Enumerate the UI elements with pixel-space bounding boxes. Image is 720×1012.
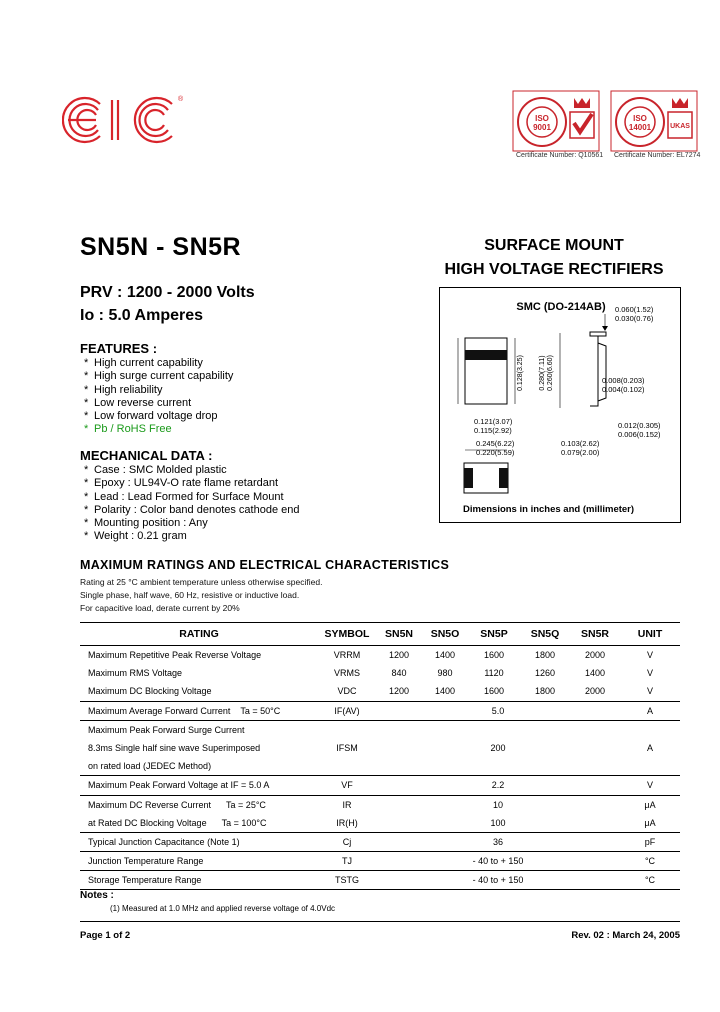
- table-row: at Rated DC Blocking Voltage Ta = 100°C IR(H) 100 μA: [80, 814, 680, 833]
- ratings-table: [80, 622, 680, 890]
- table-row: Maximum Repetitive Peak Reverse Voltage VRRM 1200 1400 1600 1800 2000 V: [88, 650, 653, 661]
- dim-width-b: 0.115(2.92): [474, 426, 512, 435]
- dim-thick-a: 0.012(0.305): [618, 421, 661, 430]
- subtitle-rectifiers: HIGH VOLTAGE RECTIFIERS: [444, 261, 664, 278]
- dim-width-a: 0.121(3.07): [474, 417, 513, 426]
- package-title: SMC (DO-214AB): [516, 301, 606, 313]
- list-item: * High current capability: [84, 357, 203, 369]
- crown-icon: [574, 98, 590, 108]
- iso14001-label-line1: ISO: [633, 114, 647, 123]
- cathode-band: [465, 350, 507, 360]
- iso9001-certificate-number: Certificate Number: Q10561: [516, 152, 604, 159]
- list-item: * Mounting position : Any: [84, 517, 208, 530]
- features-list: [84, 357, 233, 437]
- dim-lead-b: 0.030(0.76): [615, 314, 654, 323]
- dim-standoff-b: 0.004(0.102): [602, 385, 645, 394]
- prv-spec: PRV : 1200 - 2000 Volts: [80, 284, 255, 301]
- list-item: * Weight : 0.21 gram: [84, 530, 187, 543]
- dim-standoff-a: 0.008(0.203): [602, 376, 645, 385]
- list-item: * Low reverse current: [84, 396, 192, 409]
- dim-height-a: 0.128(3.25): [517, 355, 524, 391]
- dim-overall-b: 0.220(5.59): [476, 448, 515, 457]
- dim-lead-a: 0.060(1.52): [615, 305, 654, 314]
- eic-logo: [62, 94, 186, 146]
- ratings-heading: MAXIMUM RATINGS AND ELECTRICAL CHARACTERISTICS: [80, 558, 450, 572]
- mechanical-heading: MECHANICAL DATA :: [80, 448, 213, 463]
- iso14001-certificate-number: Certificate Number: EL7274: [614, 152, 701, 159]
- list-item: * High reliability: [84, 383, 163, 396]
- subtitle-surface-mount: SURFACE MOUNT: [484, 237, 624, 254]
- mechanical-list: [84, 464, 299, 544]
- revision-date: Rev. 02 : March 24, 2005: [571, 930, 680, 941]
- col-sn5q: SN5Q: [530, 628, 560, 640]
- table-header-row: [80, 623, 680, 646]
- package-outline-box: [439, 287, 681, 523]
- list-item: * Low forward voltage drop: [84, 410, 218, 423]
- list-item-rohs: * Pb / RoHS Free: [84, 423, 172, 436]
- table-row: Maximum DC Reverse Current Ta = 25°C IR 10 μA: [88, 799, 656, 810]
- table-row: Storage Temperature Range TSTG - 40 to + 150 °C: [80, 871, 680, 890]
- col-sn5r: SN5R: [580, 628, 609, 640]
- col-unit: UNIT: [637, 628, 663, 640]
- note-1: (1) Measured at 1.0 MHz and applied reverse voltage of 4.0Vdc: [110, 904, 336, 913]
- check-icon: [574, 114, 592, 132]
- iso9001-certificate-badge: [512, 90, 600, 152]
- table-row: Maximum Peak Forward Voltage at IF = 5.0 A VF 2.2 V: [80, 776, 680, 795]
- list-item: * Polarity : Color band denotes cathode end: [84, 503, 300, 516]
- dimensions-caption: Dimensions in inches and (millimeter): [463, 504, 635, 515]
- col-sn5n: SN5N: [384, 628, 413, 640]
- table-row: Maximum Peak Forward Surge Current: [88, 724, 245, 735]
- package-side-view: [590, 336, 606, 406]
- table-row: 8.3ms Single half sine wave Superimposed IFSM 200 A: [88, 743, 653, 754]
- table-row: on rated load (JEDEC Method): [80, 757, 680, 776]
- dim-overall-a: 0.245(6.22): [476, 439, 515, 448]
- iso14001-certificate-badge: [610, 90, 698, 152]
- table-row: Maximum DC Blocking Voltage VDC 1200 1400 1600 1800 2000 V: [80, 682, 680, 701]
- product-title: SN5N - SN5R: [80, 233, 242, 261]
- list-item: * Case : SMC Molded plastic: [84, 464, 227, 476]
- table-row: Junction Temperature Range TJ - 40 to + 150 °C: [80, 852, 680, 871]
- dim-pad-b: 0.079(2.00): [561, 448, 600, 457]
- list-item: * High surge current capability: [84, 370, 234, 383]
- table-row: Maximum RMS Voltage VRMS 840 980 1120 1260 1400 V: [88, 668, 653, 679]
- col-sn5o: SN5O: [430, 628, 460, 640]
- registered-mark: ®: [178, 96, 184, 103]
- iso9001-label-line2: 9001: [533, 123, 551, 132]
- col-symbol: SYMBOL: [324, 628, 370, 640]
- rating-note-1: Rating at 25 °C ambient temperature unless otherwise specified.: [80, 577, 323, 587]
- col-sn5p: SN5P: [480, 628, 508, 640]
- table-row: Maximum Average Forward Current Ta = 50°C IF(AV) 5.0 A: [80, 701, 680, 720]
- table-row: Typical Junction Capacitance (Note 1) Cj 36 pF: [80, 832, 680, 851]
- dim-thick-b: 0.006(0.152): [618, 430, 661, 439]
- notes-heading: Notes :: [80, 890, 114, 901]
- col-rating: RATING: [179, 628, 219, 640]
- rating-note-3: For capacitive load, derate current by 20%: [80, 603, 240, 613]
- crown-icon: [672, 98, 688, 108]
- package-drawing: [440, 288, 680, 522]
- lead-top: [590, 332, 606, 336]
- list-item: * Epoxy : UL94V-O rate flame retardant: [84, 477, 279, 490]
- iso14001-label-line2: 14001: [628, 123, 652, 132]
- dim-len-b: 0.260(6.60): [547, 355, 554, 391]
- dim-len-a: 0.280(7.11): [539, 355, 546, 391]
- package-body-top: [465, 338, 507, 404]
- iso9001-label-line1: ISO: [535, 114, 549, 123]
- page-number: Page 1 of 2: [80, 930, 131, 941]
- list-item: * Lead : Lead Formed for Surface Mount: [84, 490, 284, 503]
- io-spec: Io : 5.0 Amperes: [80, 307, 204, 324]
- footer-divider: [80, 921, 680, 922]
- dim-pad-a: 0.103(2.62): [561, 439, 600, 448]
- rating-note-2: Single phase, half wave, 60 Hz, resistive or inductive load.: [80, 590, 300, 600]
- features-heading: FEATURES :: [80, 341, 158, 356]
- ukas-mark: UKAS: [670, 123, 690, 130]
